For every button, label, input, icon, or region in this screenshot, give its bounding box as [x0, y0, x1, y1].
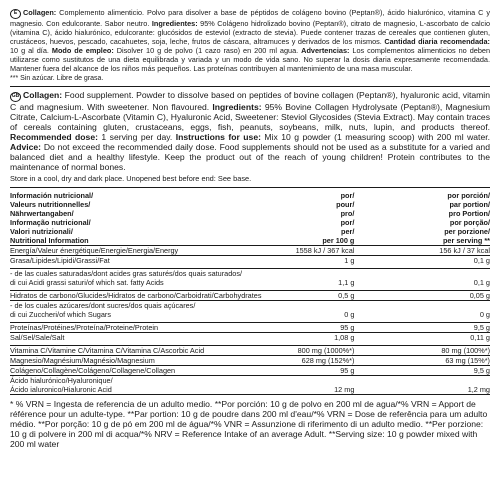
- nutrition-header: [10, 191, 490, 246]
- en-adv-text: Do not exceed the recommended daily dose. Food supplements should not be used as a substitute for a varied and balanced diet and a healthy lifestyle. Keep the product out of the reach of young children! Protein contributes to the maintenance of normal bones.: [10, 141, 490, 173]
- uk-flag-icon: GB: [10, 92, 21, 102]
- nutrition-row: Ácido hialurónico/Hyaluronique/: [10, 376, 113, 386]
- en-dose-text: 1 serving per day.: [97, 131, 176, 142]
- es-note: *** Sin azúcar. Libre de grasa.: [10, 74, 104, 82]
- es-warn-text: Los complementos alimenticios no deben utilizarse como sustitutos de una dieta equilibrada y variada y un modo de vida sano. No superar la dosis diaria expresamente recomendada. Mantener fuera del alcance de los niños más pequeños. Las proteínas contribuyen al mantenimiento de una masa muscular.: [10, 46, 490, 74]
- en-adv-label: Advice:: [10, 141, 42, 152]
- header-per-100g: por/ pour/ pro/ por/ per/ per 100 g: [288, 191, 360, 246]
- section-divider: [10, 187, 490, 188]
- section-divider: [10, 86, 490, 87]
- en-instr-text: Mix 10 g powder (1 measuring scoop) with 200 ml water.: [260, 131, 490, 142]
- es-text1: Complemento alimenticio. Polvo para disolver a base de péptidos de colágeno bovino (Peptan®), ácido hialurónico, vitamina C y magnesio. Con edulcorante. Sabor neutro.: [10, 8, 490, 28]
- nutrition-footnote: * % VRN = Ingesta de referencia de un adulto medio. **Por porción: 10 g de polvo en 200 ml de agua/*% VRN = Apport de référence pour un adulte-type. **Par portion: 10 g de poudre dans 200 ml d'eau/*% VRN = Dose de referência para um adulto médio. **Por porção: 10 g de pó em 200 ml de água/*% VNR = Assunzione di riferimento di un adulto medio. **Per porzione: 10 g di polvere in 200 ml di acqua/*% NRV = Reference Intake of an average Adult. **Serving size: 10 g powder mixed with 200 ml water: [10, 399, 488, 450]
- es-ing-label: Ingredientes:: [151, 19, 198, 28]
- en-title: Collagen:: [23, 89, 63, 100]
- es-dose-label: Cantidad diaria recomendada:: [384, 37, 490, 47]
- header-title: Información nutricional/ Valeurs nutritionnelles/ Nährwertangaben/ Informação nutricional/ Valori nutrizionali/ Nutritional Information: [10, 191, 288, 246]
- header-per-serving: por porción/ par portion/ pro Portion/ por porção/ per porzione/ per serving **: [360, 191, 490, 246]
- nutrition-table: [10, 191, 490, 395]
- es-mode-text: Disolver 10 g de polvo (1 cazo raso) en 200 ml agua.: [113, 46, 302, 56]
- en-dose-label: Recommended dose:: [10, 131, 98, 142]
- es-ing-text: 95% Colágeno hidrolizado bovino (Peptan®), citrato de magnesio, L-ascorbato de calcio (vitamina C), ácido hialurónico, edulcorante: glucósidos de esteviol (extracto de stevia). Puede contener trazas de cereales que contienen gluten, crustáceos, huevos, pescado, cacahuetes, soja, leche, frutos de cáscara, altramuces y derivados de los mismos.: [10, 19, 490, 47]
- nutrition-row: Ácido ialuronico/Hialuronic Acid 12 mg 1,2 mg: [10, 385, 490, 395]
- nutrition-row: Magnesio/Magnésium/Magnésio/Magnesium 628 mg (152%*) 63 mg (15%*): [10, 356, 490, 366]
- nutrition-row: Energía/Valeur énergétique/Energie/Energia/Energy 1558 kJ / 367 kcal 156 kJ / 37 kcal: [10, 246, 490, 256]
- es-dose-text: 10 g al día.: [10, 46, 52, 56]
- en-ing-label: Ingredients:: [212, 101, 262, 112]
- es-mode-label: Modo de empleo:: [51, 46, 114, 56]
- nutrition-row: Hidratos de carbono/Glucides/Hidratos de carbono/Carboidrati/Carbohydrates 0,5 g 0,05 g: [10, 291, 490, 301]
- es-title: Collagen:: [23, 8, 57, 17]
- nutrition-row: - de los cuales azúcares/dont sucres/dos quais açúcares/: [10, 301, 196, 311]
- es-warn-label: Advertencias:: [301, 46, 350, 56]
- storage-note: Store in a cool, dry and dark place. Unopened best before end: See base.: [10, 174, 252, 184]
- nutrition-row: di cui Acidi grassi saturi/of which sat. fatty Acids 1,1 g 0,1 g: [10, 278, 490, 291]
- en-text1: Food supplement. Powder to dissolve based on peptides of bovine collagen (Peptan®), hyaluronic acid, vitamin C and magnesium. With sweetener. Non flavoured.: [10, 89, 490, 112]
- en-ing-text: 95% Bovine Collagen Hydrolysate (Peptan®), Magnesium Citrate, Calcium-L-Ascorbate (Vitamin C), Hyaluronic Acid, Sweetener: Steviol Glycosides (Stevia Extract). May contain traces of cereals containing gluten, crustaceans, eggs, fish, peanuts, soybeans, milk, nuts, lupin, and products thereof.: [10, 101, 490, 132]
- spanish-description: [10, 8, 490, 74]
- nutrition-row: Colágeno/Collagène/Colágeno/Collagene/Collagen 95 g 9,5 g: [10, 366, 490, 376]
- nutrition-row: - de las cuales saturadas/dont acides gras saturés/dos quais saturados/: [10, 269, 243, 279]
- english-description: [10, 90, 490, 173]
- spain-flag-icon: E: [10, 9, 21, 19]
- en-instr-label: Instructions for use:: [175, 131, 261, 142]
- nutrition-row: Vitamina C/Vitamine C/Vitamina C/Vitamina C/Ascorbic Acid 800 mg (1000%*) 80 mg (100%*): [10, 346, 490, 356]
- nutrition-row: Grasa/Lipides/Lipidi/Grassi/Fat 1 g 0,1 g: [10, 256, 490, 269]
- nutrition-row: Sal/Sel/Sale/Salt 1,08 g 0,11 g: [10, 333, 490, 346]
- nutrition-row: di cui Zuccheri/of which Sugars 0 g 0 g: [10, 310, 490, 323]
- nutrition-row: Proteínas/Protéines/Proteína/Proteine/Protein 95 g 9,5 g: [10, 323, 490, 333]
